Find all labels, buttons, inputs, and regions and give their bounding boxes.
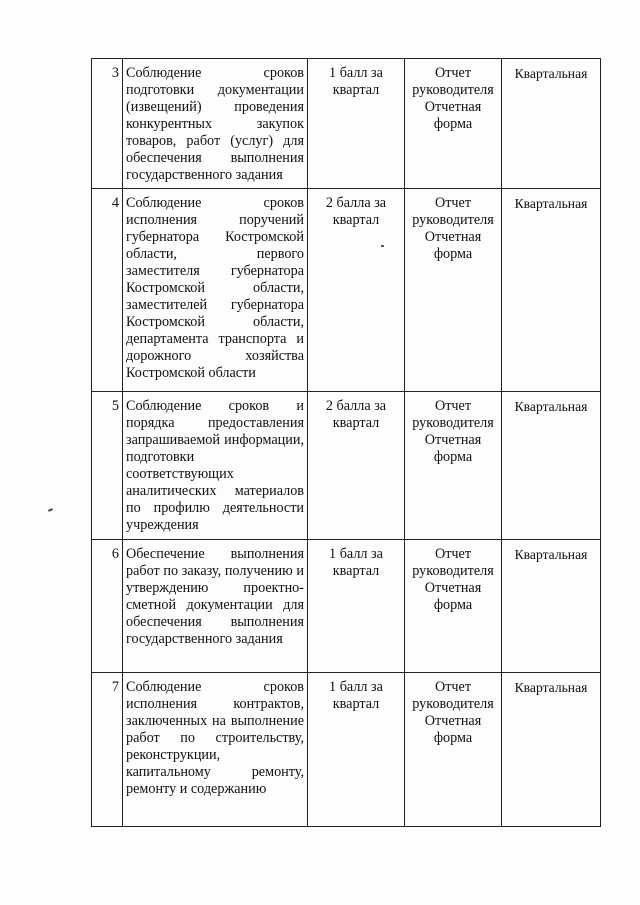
table-row bbox=[92, 59, 601, 189]
table-row bbox=[92, 673, 601, 827]
table-row bbox=[92, 189, 601, 392]
report-form: Отчетная форма bbox=[424, 99, 482, 132]
row-number: 6 bbox=[92, 540, 123, 673]
report-cell bbox=[405, 673, 502, 827]
criterion-description: Соблюдение сроков исполнения контрактов, заключенных на выполнение работ по строительству, реконструкции, капитальному ремонту, ремонту и содержанию bbox=[123, 673, 308, 827]
criterion-score: 1 балл за квартал bbox=[308, 59, 405, 189]
criterion-description: Соблюдение сроков исполнения поручений губернатора Костромской области, первого заместителя губернатора Костромской области, заместителей губернатора Костромской области, департамента транспорта и дорожного хозяйства Костромской области bbox=[123, 189, 308, 392]
table-row bbox=[92, 392, 601, 540]
report-form: Отчетная форма bbox=[424, 229, 482, 262]
report-cell bbox=[405, 392, 502, 540]
row-number: 5 bbox=[92, 392, 123, 540]
report-type: Отчет руководителя bbox=[412, 546, 494, 579]
scan-artifact bbox=[381, 245, 384, 247]
report-form: Отчетная форма bbox=[424, 432, 482, 465]
criteria-table bbox=[91, 58, 601, 827]
criterion-description: Соблюдение сроков и порядка предоставления запрашиваемой информации, подготовки соответствующих аналитических материалов по профилю деятельности учреждения bbox=[123, 392, 308, 540]
report-period: Квартальная bbox=[502, 59, 601, 189]
criterion-score: 1 балл за квартал bbox=[308, 540, 405, 673]
criterion-description: Соблюдение сроков подготовки документации (извещений) проведения конкурентных закупок товаров, работ (услуг) для обеспечения выполнения государственного задания bbox=[123, 59, 308, 189]
criterion-description: Обеспечение выполнения работ по заказу, получению и утверждению проектно-сметной документации для обеспечения выполнения государственного задания bbox=[123, 540, 308, 673]
criterion-score: 2 балла за квартал bbox=[308, 392, 405, 540]
row-number: 3 bbox=[92, 59, 123, 189]
report-period: Квартальная bbox=[502, 540, 601, 673]
report-form: Отчетная форма bbox=[424, 580, 482, 613]
row-number: 7 bbox=[92, 673, 123, 827]
report-type: Отчет руководителя bbox=[412, 398, 494, 431]
report-cell bbox=[405, 189, 502, 392]
criterion-score: 2 балла за квартал bbox=[308, 189, 405, 392]
table-row bbox=[92, 540, 601, 673]
report-period: Квартальная bbox=[502, 673, 601, 827]
report-cell bbox=[405, 540, 502, 673]
report-period: Квартальная bbox=[502, 189, 601, 392]
report-type: Отчет руководителя bbox=[412, 679, 494, 712]
scan-artifact bbox=[48, 508, 53, 512]
report-type: Отчет руководителя bbox=[412, 195, 494, 228]
report-cell bbox=[405, 59, 502, 189]
report-period: Квартальная bbox=[502, 392, 601, 540]
report-type: Отчет руководителя bbox=[412, 65, 494, 98]
report-form: Отчетная форма bbox=[424, 713, 482, 746]
criterion-score: 1 балл за квартал bbox=[308, 673, 405, 827]
row-number: 4 bbox=[92, 189, 123, 392]
